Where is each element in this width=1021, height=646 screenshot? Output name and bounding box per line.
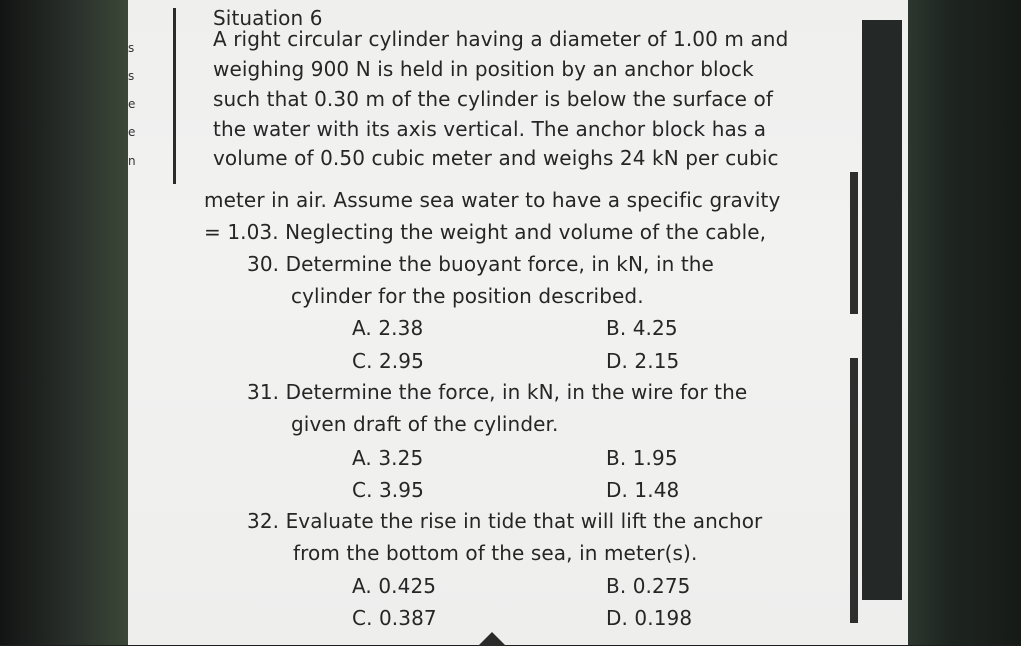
vertical-rule-left (173, 8, 176, 184)
margin-mark: s (128, 41, 135, 55)
question-31-text: 31. Determine the force, in kN, in the wire for the (247, 380, 748, 404)
page-edge-marker (478, 632, 506, 646)
margin-mark: e (128, 125, 136, 139)
question-30-option-c[interactable]: C. 2.95 (352, 349, 424, 373)
situation-line: A right circular cylinder having a diameter of 1.00 m and (213, 27, 789, 51)
margin-marks (128, 0, 142, 180)
question-30-text-cont: cylinder for the position described. (291, 284, 644, 308)
situation-line: volume of 0.50 cubic meter and weighs 24 kN per cubic (213, 146, 779, 170)
question-31-option-b[interactable]: B. 1.95 (606, 446, 678, 470)
question-32-option-a[interactable]: A. 0.425 (352, 574, 437, 598)
situation-line: = 1.03. Neglecting the weight and volume of the cable, (204, 220, 767, 244)
question-31-option-c[interactable]: C. 3.95 (352, 478, 424, 502)
question-30-option-b[interactable]: B. 4.25 (606, 316, 678, 340)
margin-mark: e (128, 97, 136, 111)
question-31-option-d[interactable]: D. 1.48 (606, 478, 680, 502)
situation-title: Situation 6 (213, 6, 323, 30)
question-32-option-d[interactable]: D. 0.198 (606, 606, 693, 630)
question-32-option-b[interactable]: B. 0.275 (606, 574, 691, 598)
situation-line: weighing 900 N is held in position by an anchor block (213, 57, 754, 81)
vertical-rule-right-lower (850, 358, 858, 623)
question-30-text: 30. Determine the buoyant force, in kN, in the (247, 252, 714, 276)
margin-mark: n (128, 154, 136, 168)
question-32-text-cont: from the bottom of the sea, in meter(s). (293, 541, 698, 565)
dark-edge-block (862, 20, 902, 600)
question-31-text-cont: given draft of the cylinder. (291, 412, 559, 436)
question-30-option-d[interactable]: D. 2.15 (606, 349, 680, 373)
question-32-option-c[interactable]: C. 0.387 (352, 606, 437, 630)
situation-line: the water with its axis vertical. The anchor block has a (213, 117, 767, 141)
situation-line: such that 0.30 m of the cylinder is below the surface of (213, 87, 774, 111)
margin-mark: s (128, 69, 135, 83)
vertical-rule-right-upper (850, 172, 858, 314)
background-right (900, 0, 1021, 645)
question-30-option-a[interactable]: A. 2.38 (352, 316, 424, 340)
situation-line: meter in air. Assume sea water to have a specific gravity (204, 188, 781, 212)
question-31-option-a[interactable]: A. 3.25 (352, 446, 424, 470)
background-left (0, 0, 135, 645)
question-32-text: 32. Evaluate the rise in tide that will lift the anchor (247, 509, 763, 533)
